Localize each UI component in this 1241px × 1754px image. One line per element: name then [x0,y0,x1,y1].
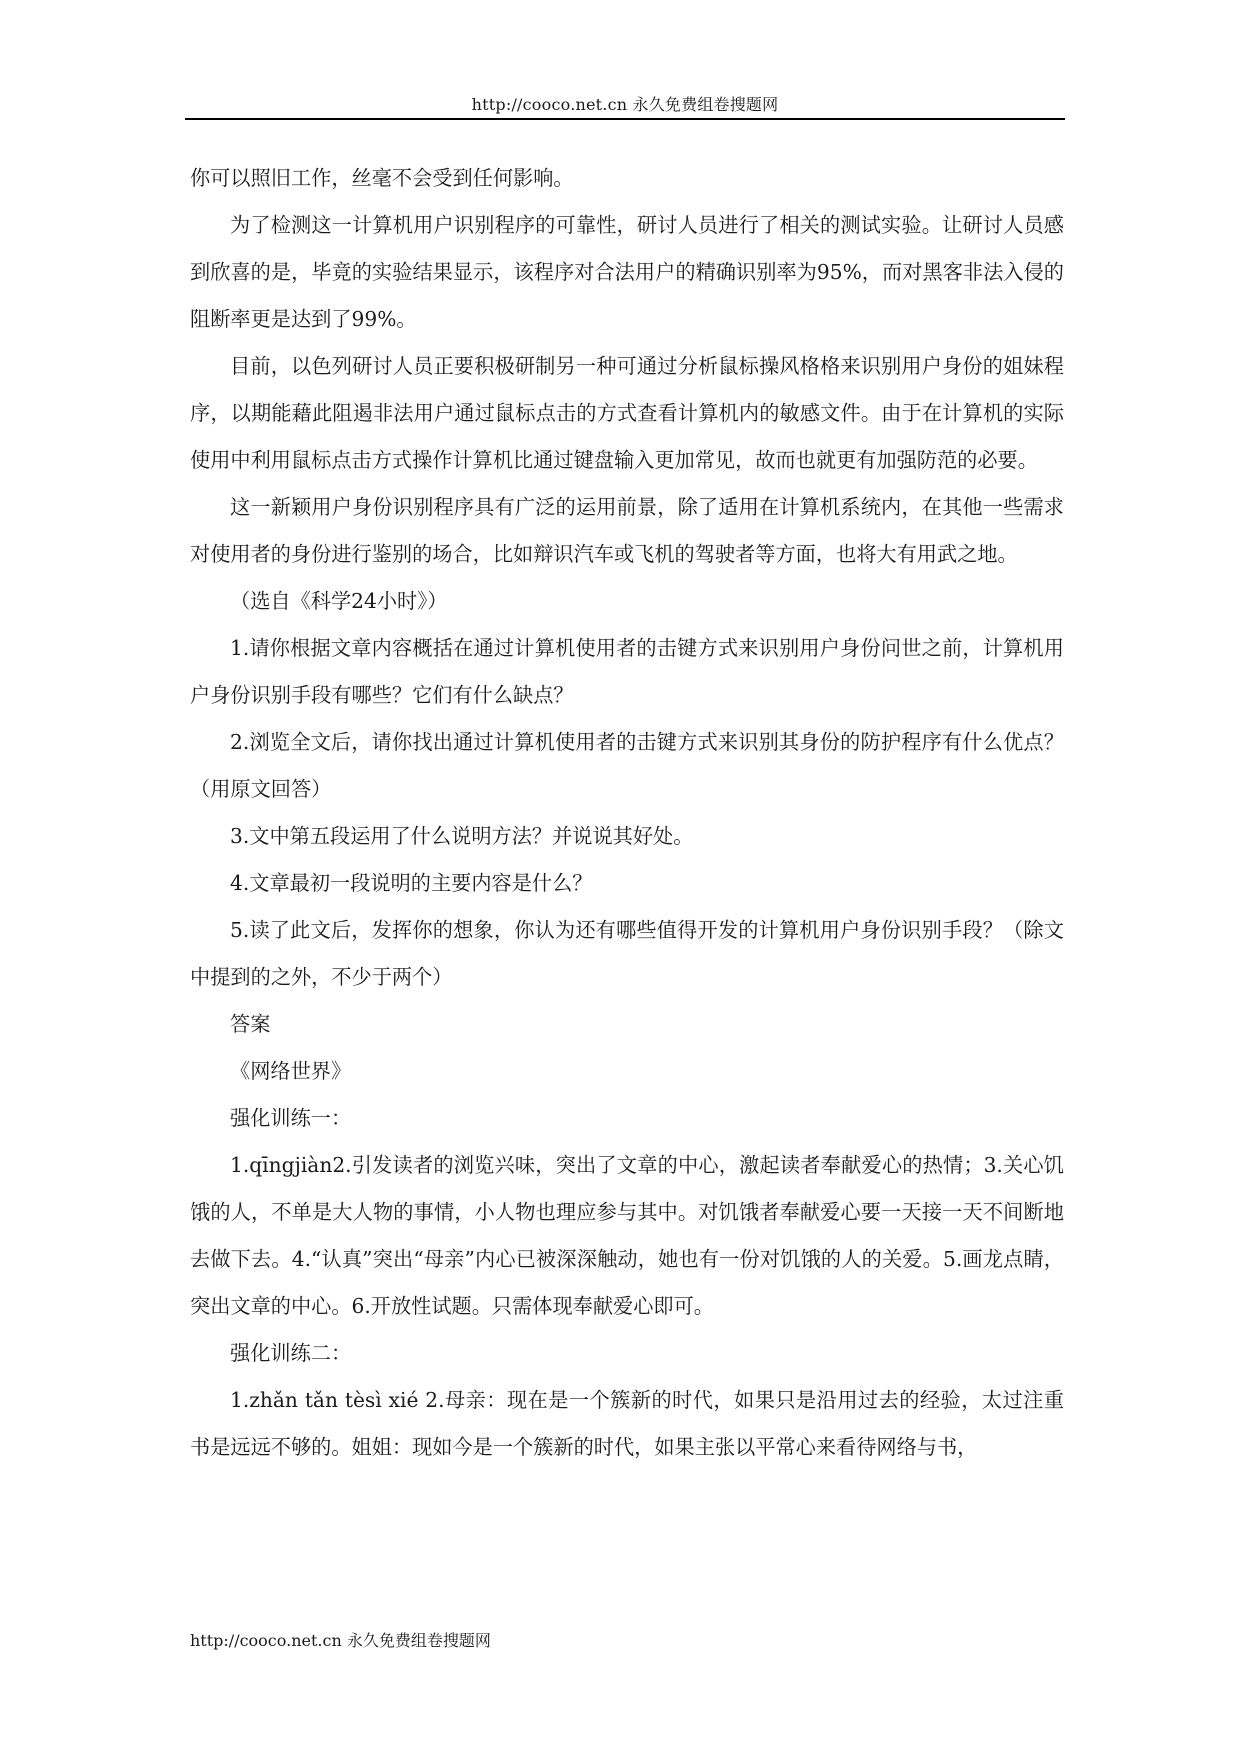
source-citation: （选自《科学24小时》） [230,589,448,613]
training-2-answers: 1.zhǎn tǎn tèsì xié 2.母亲：现在是一个簇新的时代，如果只是沿用过去的经验，太过注重书是远远不够的。姐姐：现如今是一个簇新的时代，如果主张以平常心来看待网络与书， [190,1388,1064,1459]
answer-section-title: 《网络世界》 [230,1059,352,1083]
paragraph: 你可以照旧工作，丝毫不会受到任何影响。 [190,166,574,190]
question-2: 2.浏览全文后，请你找出通过计算机使用者的击键方式来识别其身份的防护程序有什么优点？（用原文回答） [190,730,1064,801]
question-1: 1.请你根据文章内容概括在通过计算机使用者的击键方式来识别用户身份问世之前，计算机用户身份识别手段有哪些？它们有什么缺点？ [190,636,1064,707]
document-body [190,155,1064,1471]
paragraph: 这一新颖用户身份识别程序具有广泛的运用前景，除了适用在计算机系统内，在其他一些需求对使用者的身份进行鉴别的场合，比如辩识汽车或飞机的驾驶者等方面，也将大有用武之地。 [190,495,1064,566]
header-text: http://cooco.net.cn 永久免费组卷搜题网 [471,95,779,114]
training-1-answers: 1.qīngjiàn2.引发读者的浏览兴味，突出了文章的中心，激起读者奉献爱心的热情；3.关心饥饿的人，不单是大人物的事情，小人物也理应参与其中。对饥饿者奉献爱心要一天接一天不间断地去做下去。4.“认真”突出“母亲”内心已被深深触动，她也有一份对饥饿的人的关爱。5.画龙点睛，突出文章的中心。6.开放性试题。只需体现奉献爱心即可。 [190,1153,1064,1318]
paragraph: 为了检测这一计算机用户识别程序的可靠性，研讨人员进行了相关的测试实验。让研讨人员感到欣喜的是，毕竟的实验结果显示，该程序对合法用户的精确识别率为95%，而对黑客非法入侵的阻断率更是达到了99%。 [190,213,1064,331]
page-header [185,88,1065,120]
page-footer: http://cooco.net.cn 永久免费组卷搜题网 [190,1631,491,1650]
answer-heading: 答案 [230,1012,271,1036]
paragraph: 目前，以色列研讨人员正要积极研制另一种可通过分析鼠标操风格格来识别用户身份的姐妹程序，以期能藉此阻遏非法用户通过鼠标点击的方式查看计算机内的敏感文件。由于在计算机的实际使用中利用鼠标点击方式操作计算机比通过键盘输入更加常见，故而也就更有加强防范的必要。 [190,354,1064,472]
question-3: 3.文中第五段运用了什么说明方法？并说说其好处。 [230,824,694,848]
question-5: 5.读了此文后，发挥你的想象，你认为还有哪些值得开发的计算机用户身份识别手段？（除文中提到的之外，不少于两个） [190,918,1064,989]
training-1-heading: 强化训练一： [230,1106,352,1130]
training-2-heading: 强化训练二： [230,1341,352,1365]
question-4: 4.文章最初一段说明的主要内容是什么？ [230,871,593,895]
